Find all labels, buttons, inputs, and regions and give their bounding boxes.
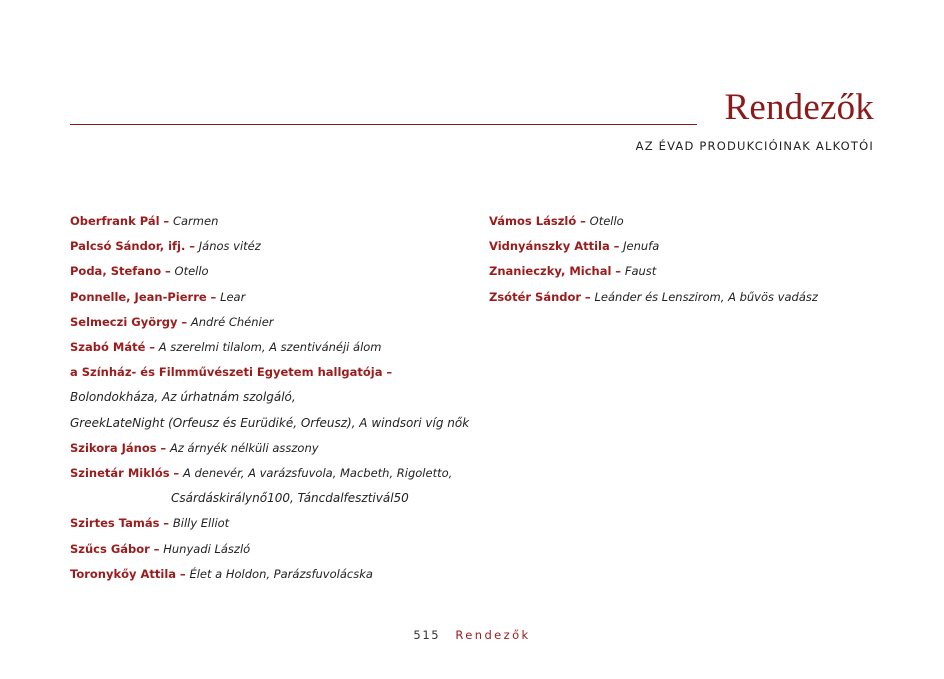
- director-entry: [70, 511, 470, 536]
- production-titles: Otello: [174, 264, 209, 279]
- separator-dash: –: [189, 239, 195, 254]
- separator-dash: –: [210, 289, 217, 304]
- footer-section-title: Rendezők: [455, 628, 531, 642]
- production-titles-continued: GreekLateNight (Orfeusz és Eurüdiké, Orfeusz), A windsori víg nők: [70, 415, 470, 430]
- separator-dash: –: [163, 516, 170, 531]
- director-name: Szirtes Tamás: [70, 516, 160, 531]
- director-name: Oberfrank Pál: [70, 214, 160, 228]
- separator-dash: –: [153, 541, 160, 556]
- separator-dash: –: [160, 440, 167, 455]
- header-rule: [70, 124, 697, 125]
- director-name: Vámos László: [489, 214, 577, 228]
- production-titles: Carmen: [172, 214, 219, 228]
- director-entry: [489, 209, 879, 234]
- director-name: Vidnyánszky Attila: [489, 239, 610, 254]
- page-number: 515: [413, 628, 441, 642]
- production-titles: Lear: [220, 289, 246, 304]
- production-titles: Hunyadi László: [163, 541, 251, 556]
- separator-dash: –: [149, 340, 155, 355]
- production-titles: A denevér, A varázsfuvola, Macbeth, Rigoletto,: [182, 466, 453, 481]
- separator-dash: –: [613, 239, 620, 254]
- director-name: Szűcs Gábor: [70, 541, 150, 556]
- separator-dash: –: [584, 289, 591, 304]
- director-entry: [70, 360, 470, 385]
- separator-dash: –: [615, 264, 622, 279]
- director-entry: [70, 537, 470, 562]
- director-name: Toronykőy Attila: [70, 566, 177, 581]
- director-entry: [489, 234, 879, 259]
- separator-dash: –: [580, 214, 586, 228]
- production-titles: Leánder és Lenszirom, A bűvös vadász: [594, 289, 818, 304]
- director-entry: [70, 310, 470, 335]
- separator-dash: –: [163, 214, 170, 228]
- director-name: Palcsó Sándor, ifj.: [70, 239, 186, 254]
- separator-dash: –: [164, 264, 171, 279]
- director-entry: [70, 562, 470, 587]
- production-titles: Billy Elliot: [172, 516, 230, 531]
- director-name: Ponnelle, Jean-Pierre: [70, 289, 207, 304]
- production-titles: A szerelmi tilalom, A szentivánéji álom: [158, 340, 382, 355]
- production-titles-continued: Bolondokháza, Az úrhatnám szolgáló,: [70, 390, 296, 405]
- director-entry: [70, 285, 470, 310]
- director-name: Znanieczky, Michal: [489, 264, 612, 279]
- page-footer: [0, 628, 944, 642]
- director-name: Poda, Stefano: [70, 264, 162, 279]
- production-titles: Jenufa: [623, 239, 660, 254]
- production-titles: Otello: [589, 214, 624, 228]
- production-titles: André Chénier: [190, 314, 274, 329]
- director-name: a Színház- és Filmművészeti Egyetem hallgatója: [70, 365, 383, 380]
- director-entry: [70, 259, 470, 284]
- production-titles: Élet a Holdon, Parázsfuvolácska: [189, 566, 373, 581]
- separator-dash: –: [179, 566, 186, 581]
- director-name: Szabó Máté: [70, 340, 146, 355]
- director-entry: [70, 209, 470, 234]
- separator-dash: –: [173, 466, 180, 481]
- page-title: Rendezők: [724, 87, 874, 128]
- page-subtitle: AZ ÉVAD PRODUKCIÓINAK ALKOTÓI: [635, 139, 874, 153]
- right-column: [489, 209, 879, 310]
- director-entry: [70, 461, 470, 486]
- separator-dash: –: [386, 365, 393, 380]
- director-name: Szikora János: [70, 440, 157, 455]
- director-entry: [70, 436, 470, 461]
- director-name: Zsótér Sándor: [489, 289, 582, 304]
- production-titles: Az árnyék nélküli asszony: [169, 440, 319, 455]
- production-titles: Faust: [624, 264, 657, 279]
- separator-dash: –: [181, 314, 188, 329]
- director-name: Szinetár Miklós: [70, 466, 170, 481]
- director-entry: [489, 285, 879, 310]
- director-entry: [70, 234, 470, 259]
- director-name: Selmeczi György: [70, 314, 178, 329]
- production-titles-continued: Csárdáskirálynő100, Táncdalfesztivál50: [171, 491, 409, 506]
- director-entry: [70, 335, 470, 360]
- left-column: [70, 209, 470, 587]
- director-entry: [489, 259, 879, 284]
- production-titles: János vitéz: [198, 239, 261, 254]
